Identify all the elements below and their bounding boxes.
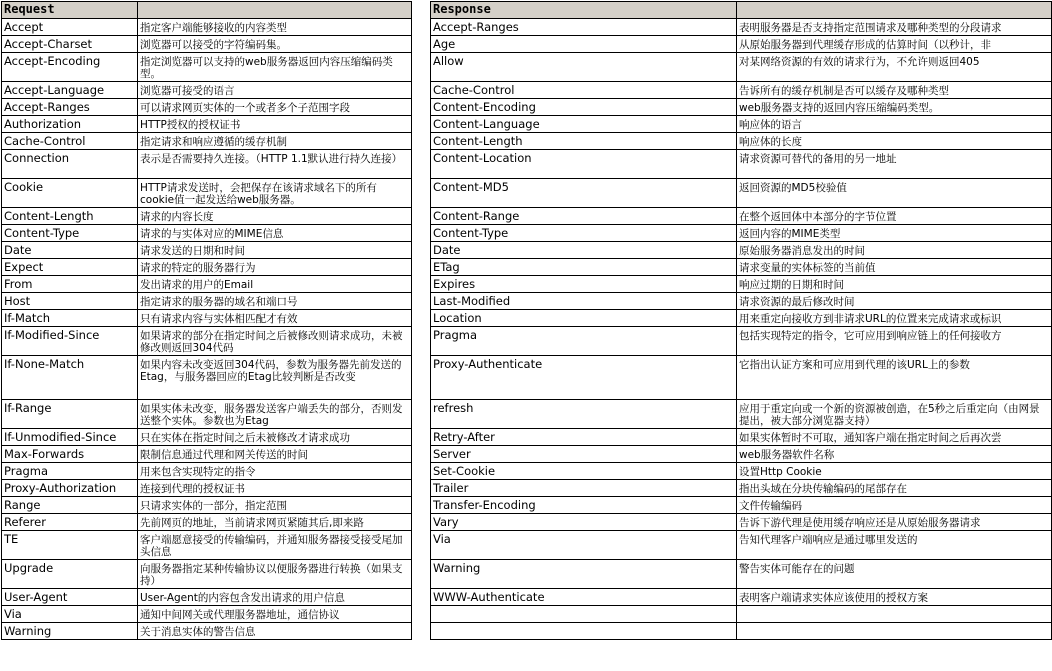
header-name: If-Match xyxy=(2,310,138,327)
response-row xyxy=(431,589,1052,606)
request-row xyxy=(2,53,412,82)
response-row xyxy=(431,133,1052,150)
header-name: Authorization xyxy=(2,116,138,133)
header-name: Content-Type xyxy=(431,225,737,242)
header-name: Allow xyxy=(431,53,737,82)
header-name: Host xyxy=(2,293,138,310)
header-description: 请求资源可替代的备用的另一地址 xyxy=(737,150,1052,179)
request-row xyxy=(2,480,412,497)
response-row xyxy=(431,623,1052,640)
header-name: Warning xyxy=(431,560,737,589)
header-name: Set-Cookie xyxy=(431,463,737,480)
header-description: 返回资源的MD5校验值 xyxy=(737,179,1052,208)
header-description: 请求资源的最后修改时间 xyxy=(737,293,1052,310)
header-name: Accept-Ranges xyxy=(431,19,737,36)
header-description: 浏览器可接受的语言 xyxy=(138,82,412,99)
request-row xyxy=(2,623,412,640)
header-description: 如果实体未改变，服务器发送客户端丢失的部分，否则发送整个实体。参数也为Etag xyxy=(138,400,412,429)
request-row xyxy=(2,208,412,225)
header-name: Max-Forwards xyxy=(2,446,138,463)
header-name: Content-Range xyxy=(431,208,737,225)
header-name: Server xyxy=(431,446,737,463)
header-name xyxy=(431,623,737,640)
request-row xyxy=(2,589,412,606)
header-name: Content-Location xyxy=(431,150,737,179)
header-name: Last-Modified xyxy=(431,293,737,310)
header-name: Age xyxy=(431,36,737,53)
header-description: 警告实体可能存在的问题 xyxy=(737,560,1052,589)
request-title: Request xyxy=(2,2,138,19)
header-description xyxy=(737,606,1052,623)
response-row xyxy=(431,150,1052,179)
request-headers-table xyxy=(1,1,412,640)
header-description: 应用于重定向或一个新的资源被创造，在5秒之后重定向（由网景提出，被大部分浏览器支持） xyxy=(737,400,1052,429)
header-description: User-Agent的内容包含发出请求的用户信息 xyxy=(138,589,412,606)
header-description: 如果请求的部分在指定时间之后被修改则请求成功，未被修改则返回304代码 xyxy=(138,327,412,356)
header-name: Accept-Language xyxy=(2,82,138,99)
response-row xyxy=(431,400,1052,429)
header-description: 从原始服务器到代理缓存形成的估算时间（以秒计，非 xyxy=(737,36,1052,53)
header-name: Accept-Charset xyxy=(2,36,138,53)
response-row xyxy=(431,36,1052,53)
header-description: 告知代理客户端响应是通过哪里发送的 xyxy=(737,531,1052,560)
header-description: 连接到代理的授权证书 xyxy=(138,480,412,497)
response-row xyxy=(431,259,1052,276)
header-description: 浏览器可以接受的字符编码集。 xyxy=(138,36,412,53)
header-description: 指出头域在分块传输编码的尾部存在 xyxy=(737,480,1052,497)
request-row xyxy=(2,356,412,400)
response-row xyxy=(431,242,1052,259)
request-row xyxy=(2,36,412,53)
request-row xyxy=(2,259,412,276)
request-row xyxy=(2,179,412,208)
header-name: Content-Type xyxy=(2,225,138,242)
header-name: Referer xyxy=(2,514,138,531)
response-row xyxy=(431,208,1052,225)
request-row xyxy=(2,514,412,531)
response-row xyxy=(431,531,1052,560)
header-description: 响应过期的日期和时间 xyxy=(737,276,1052,293)
header-name: Cache-Control xyxy=(2,133,138,150)
header-description: 设置Http Cookie xyxy=(737,463,1052,480)
request-row xyxy=(2,429,412,446)
response-row xyxy=(431,19,1052,36)
response-row xyxy=(431,225,1052,242)
header-name: Location xyxy=(431,310,737,327)
header-description: 返回内容的MIME类型 xyxy=(737,225,1052,242)
header-name: Warning xyxy=(2,623,138,640)
response-row xyxy=(431,463,1052,480)
header-description: 在整个返回体中本部分的字节位置 xyxy=(737,208,1052,225)
header-description: 先前网页的地址，当前请求网页紧随其后,即来路 xyxy=(138,514,412,531)
header-description: 表明服务器是否支持指定范围请求及哪种类型的分段请求 xyxy=(737,19,1052,36)
response-row xyxy=(431,99,1052,116)
header-description: 通知中间网关或代理服务器地址，通信协议 xyxy=(138,606,412,623)
request-row xyxy=(2,276,412,293)
header-description: 指定请求的服务器的域名和端口号 xyxy=(138,293,412,310)
request-row xyxy=(2,497,412,514)
header-name: Accept xyxy=(2,19,138,36)
header-name: Via xyxy=(2,606,138,623)
header-description: 它指出认证方案和可应用到代理的该URL上的参数 xyxy=(737,356,1052,400)
header-name: Pragma xyxy=(431,327,737,356)
response-row xyxy=(431,179,1052,208)
header-description: 请求的特定的服务器行为 xyxy=(138,259,412,276)
request-row xyxy=(2,327,412,356)
response-row xyxy=(431,446,1052,463)
header-name: Content-MD5 xyxy=(431,179,737,208)
header-name: Trailer xyxy=(431,480,737,497)
header-description: 请求变量的实体标签的当前值 xyxy=(737,259,1052,276)
header-description: 只在实体在指定时间之后未被修改才请求成功 xyxy=(138,429,412,446)
request-row xyxy=(2,400,412,429)
response-row xyxy=(431,327,1052,356)
header-name: User-Agent xyxy=(2,589,138,606)
header-description: 响应体的长度 xyxy=(737,133,1052,150)
header-description: web服务器支持的返回内容压缩编码类型。 xyxy=(737,99,1052,116)
header-name: Date xyxy=(431,242,737,259)
request-row xyxy=(2,19,412,36)
response-title-blank xyxy=(737,2,1052,19)
header-description: HTTP授权的授权证书 xyxy=(138,116,412,133)
header-description: 指定客户端能够接收的内容类型 xyxy=(138,19,412,36)
header-name: refresh xyxy=(431,400,737,429)
header-name: TE xyxy=(2,531,138,560)
header-description: 包括实现特定的指令，它可应用到响应链上的任何接收方 xyxy=(737,327,1052,356)
header-name: Connection xyxy=(2,150,138,179)
header-name: Transfer-Encoding xyxy=(431,497,737,514)
header-name: Proxy-Authenticate xyxy=(431,356,737,400)
header-description: 关于消息实体的警告信息 xyxy=(138,623,412,640)
header-description xyxy=(737,623,1052,640)
header-name: Upgrade xyxy=(2,560,138,589)
header-name: Retry-After xyxy=(431,429,737,446)
header-name: Content-Language xyxy=(431,116,737,133)
header-description: 用来重定向接收方到非请求URL的位置来完成请求或标识 xyxy=(737,310,1052,327)
header-description: 向服务器指定某种传输协议以便服务器进行转换（如果支持） xyxy=(138,560,412,589)
header-name: If-Range xyxy=(2,400,138,429)
header-description: 只有请求内容与实体相匹配才有效 xyxy=(138,310,412,327)
request-row xyxy=(2,293,412,310)
header-name: Cache-Control xyxy=(431,82,737,99)
request-row xyxy=(2,150,412,179)
header-name: WWW-Authenticate xyxy=(431,589,737,606)
response-row xyxy=(431,53,1052,82)
header-description: 告诉下游代理是使用缓存响应还是从原始服务器请求 xyxy=(737,514,1052,531)
header-description: 对某网络资源的有效的请求行为，不允许则返回405 xyxy=(737,53,1052,82)
request-row xyxy=(2,463,412,480)
request-row xyxy=(2,82,412,99)
header-description: 响应体的语言 xyxy=(737,116,1052,133)
header-description: 指定浏览器可以支持的web服务器返回内容压缩编码类型。 xyxy=(138,53,412,82)
response-row xyxy=(431,310,1052,327)
response-title: Response xyxy=(431,2,737,19)
response-row xyxy=(431,356,1052,400)
request-title-blank xyxy=(138,2,412,19)
header-name: If-None-Match xyxy=(2,356,138,400)
header-name: Content-Length xyxy=(2,208,138,225)
request-row xyxy=(2,133,412,150)
response-headers-table xyxy=(430,1,1052,640)
request-row xyxy=(2,242,412,259)
response-row xyxy=(431,116,1052,133)
header-description: 告诉所有的缓存机制是否可以缓存及哪种类型 xyxy=(737,82,1052,99)
header-name: Pragma xyxy=(2,463,138,480)
header-description: 原始服务器消息发出的时间 xyxy=(737,242,1052,259)
header-name: Expires xyxy=(431,276,737,293)
header-description: 用来包含实现特定的指令 xyxy=(138,463,412,480)
header-name: Accept-Ranges xyxy=(2,99,138,116)
header-name: Expect xyxy=(2,259,138,276)
header-description: 表明客户端请求实体应该使用的授权方案 xyxy=(737,589,1052,606)
request-row xyxy=(2,446,412,463)
header-name: Range xyxy=(2,497,138,514)
request-row xyxy=(2,531,412,560)
header-name: Via xyxy=(431,531,737,560)
header-description: 发出请求的用户的Email xyxy=(138,276,412,293)
header-name xyxy=(431,606,737,623)
header-description: 如果内容未改变返回304代码，参数为服务器先前发送的Etag，与服务器回应的Etag比较判断是否改变 xyxy=(138,356,412,400)
response-row xyxy=(431,82,1052,99)
header-name: From xyxy=(2,276,138,293)
header-description: 可以请求网页实体的一个或者多个子范围字段 xyxy=(138,99,412,116)
header-name: Vary xyxy=(431,514,737,531)
header-description: 客户端愿意接受的传输编码，并通知服务器接受接受尾加头信息 xyxy=(138,531,412,560)
response-row xyxy=(431,560,1052,589)
header-description: 请求发送的日期和时间 xyxy=(138,242,412,259)
header-name: Proxy-Authorization xyxy=(2,480,138,497)
header-description: HTTP请求发送时，会把保存在该请求域名下的所有cookie值一起发送给web服务器。 xyxy=(138,179,412,208)
response-row xyxy=(431,480,1052,497)
header-name: ETag xyxy=(431,259,737,276)
header-description: 请求的内容长度 xyxy=(138,208,412,225)
header-description: 文件传输编码 xyxy=(737,497,1052,514)
header-name: Content-Length xyxy=(431,133,737,150)
request-row xyxy=(2,310,412,327)
header-name: If-Modified-Since xyxy=(2,327,138,356)
header-description: 限制信息通过代理和网关传送的时间 xyxy=(138,446,412,463)
response-row xyxy=(431,429,1052,446)
header-description: 只请求实体的一部分，指定范围 xyxy=(138,497,412,514)
request-row xyxy=(2,116,412,133)
request-row xyxy=(2,225,412,242)
response-row xyxy=(431,514,1052,531)
request-row xyxy=(2,560,412,589)
request-row xyxy=(2,606,412,623)
header-description: 请求的与实体对应的MIME信息 xyxy=(138,225,412,242)
header-name: Date xyxy=(2,242,138,259)
response-row xyxy=(431,497,1052,514)
response-row xyxy=(431,293,1052,310)
header-description: 表示是否需要持久连接。（HTTP 1.1默认进行持久连接） xyxy=(138,150,412,179)
header-name: If-Unmodified-Since xyxy=(2,429,138,446)
response-row xyxy=(431,606,1052,623)
header-name: Content-Encoding xyxy=(431,99,737,116)
header-name: Cookie xyxy=(2,179,138,208)
header-description: 如果实体暂时不可取，通知客户端在指定时间之后再次尝 xyxy=(737,429,1052,446)
header-description: 指定请求和响应遵循的缓存机制 xyxy=(138,133,412,150)
request-row xyxy=(2,99,412,116)
response-row xyxy=(431,276,1052,293)
header-name: Accept-Encoding xyxy=(2,53,138,82)
header-description: web服务器软件名称 xyxy=(737,446,1052,463)
